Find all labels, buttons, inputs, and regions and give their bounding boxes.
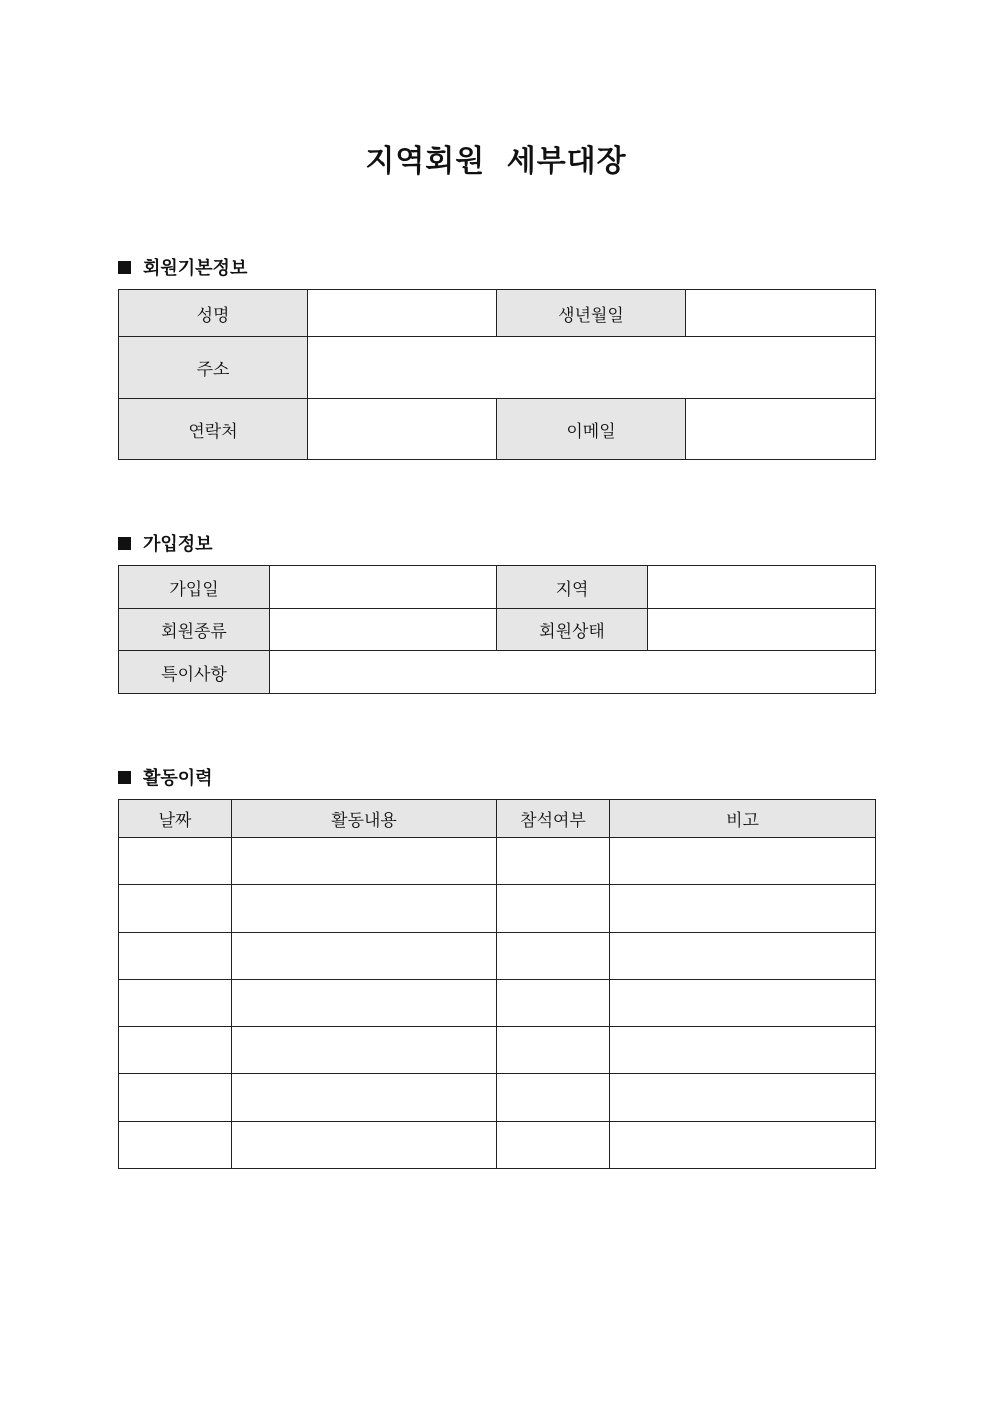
content-cell[interactable]	[232, 838, 497, 885]
date-cell[interactable]	[119, 838, 232, 885]
column-header-content: 활동내용	[232, 800, 497, 838]
notes-label: 특이사항	[119, 651, 270, 694]
remarks-cell[interactable]	[610, 885, 876, 933]
content-cell[interactable]	[232, 1122, 497, 1169]
column-header-remarks: 비고	[610, 800, 876, 838]
date-cell[interactable]	[119, 1122, 232, 1169]
date-cell[interactable]	[119, 980, 232, 1027]
notes-field[interactable]	[270, 651, 876, 694]
section-heading-activity	[118, 764, 213, 790]
square-bullet-icon	[118, 771, 131, 784]
column-header-attendance: 참석여부	[497, 800, 610, 838]
member-status-label: 회원상태	[497, 609, 648, 651]
remarks-cell[interactable]	[610, 933, 876, 980]
contact-label: 연락처	[119, 399, 308, 460]
table-row	[119, 838, 876, 885]
join-info-table	[118, 565, 876, 694]
section-heading-basic	[118, 254, 247, 280]
basic-info-table	[118, 289, 876, 460]
activity-header-row	[119, 800, 876, 838]
remarks-cell[interactable]	[610, 1074, 876, 1122]
section-heading-activity-text: 활동이력	[143, 768, 213, 789]
content-cell[interactable]	[232, 1074, 497, 1122]
content-cell[interactable]	[232, 980, 497, 1027]
address-field[interactable]	[308, 337, 876, 399]
remarks-cell[interactable]	[610, 838, 876, 885]
name-field[interactable]	[308, 290, 497, 337]
remarks-cell[interactable]	[610, 1122, 876, 1169]
date-cell[interactable]	[119, 1027, 232, 1074]
table-row	[119, 1122, 876, 1169]
table-row	[119, 1074, 876, 1122]
name-label: 성명	[119, 290, 308, 337]
date-cell[interactable]	[119, 933, 232, 980]
member-type-label: 회원종류	[119, 609, 270, 651]
email-field[interactable]	[686, 399, 876, 460]
birth-field[interactable]	[686, 290, 876, 337]
attendance-cell[interactable]	[497, 1074, 610, 1122]
attendance-cell[interactable]	[497, 1027, 610, 1074]
contact-field[interactable]	[308, 399, 497, 460]
content-cell[interactable]	[232, 933, 497, 980]
table-row	[119, 933, 876, 980]
region-label: 지역	[497, 566, 648, 609]
email-label: 이메일	[497, 399, 686, 460]
table-row	[119, 1027, 876, 1074]
attendance-cell[interactable]	[497, 1122, 610, 1169]
table-row	[119, 885, 876, 933]
member-type-field[interactable]	[270, 609, 497, 651]
attendance-cell[interactable]	[497, 838, 610, 885]
attendance-cell[interactable]	[497, 933, 610, 980]
date-cell[interactable]	[119, 1074, 232, 1122]
content-cell[interactable]	[232, 885, 497, 933]
square-bullet-icon	[118, 537, 131, 550]
square-bullet-icon	[118, 261, 131, 274]
activity-table	[118, 799, 876, 1169]
date-cell[interactable]	[119, 885, 232, 933]
birth-label: 생년월일	[497, 290, 686, 337]
remarks-cell[interactable]	[610, 1027, 876, 1074]
member-status-field[interactable]	[648, 609, 876, 651]
section-heading-join	[118, 530, 213, 556]
page-title: 지역회원 세부대장	[365, 144, 627, 179]
remarks-cell[interactable]	[610, 980, 876, 1027]
attendance-cell[interactable]	[497, 980, 610, 1027]
join-date-field[interactable]	[270, 566, 497, 609]
content-cell[interactable]	[232, 1027, 497, 1074]
address-label: 주소	[119, 337, 308, 399]
join-date-label: 가입일	[119, 566, 270, 609]
column-header-date: 날짜	[119, 800, 232, 838]
section-heading-join-text: 가입정보	[143, 534, 213, 555]
region-field[interactable]	[648, 566, 876, 609]
attendance-cell[interactable]	[497, 885, 610, 933]
section-heading-basic-text: 회원기본정보	[143, 258, 248, 279]
table-row	[119, 980, 876, 1027]
